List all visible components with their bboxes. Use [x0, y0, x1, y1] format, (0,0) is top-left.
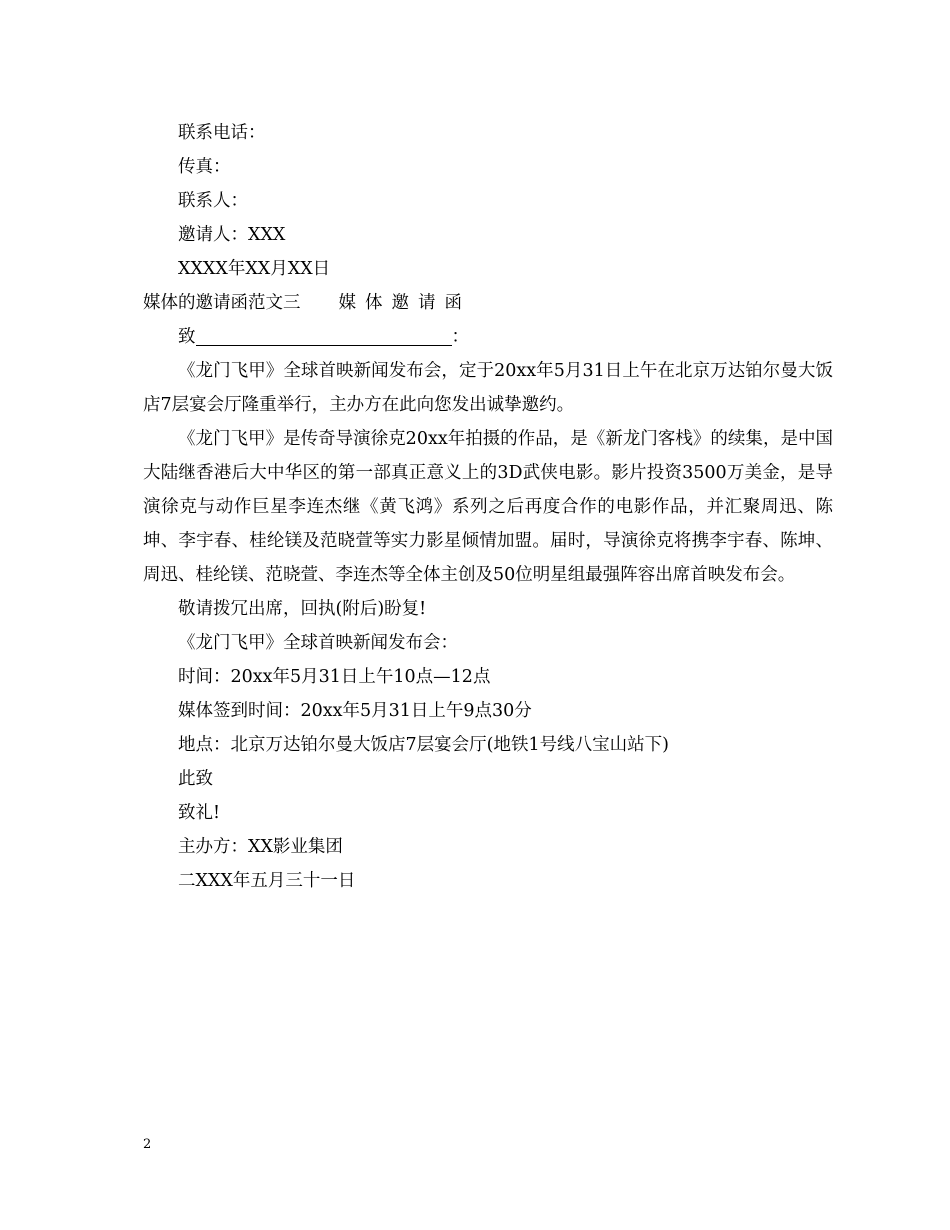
document-content [143, 116, 833, 898]
body-paragraph-1: 《龙门飞甲》全球首映新闻发布会，定于20xx年5月31日上午在北京万达铂尔曼大饭店7层宴会厅隆重举行，主办方在此向您发出诚挚邀约。 [143, 361, 833, 415]
page-number: 2 [143, 1137, 152, 1152]
recipient-prefix: 致 [178, 327, 196, 347]
event-name: 《龙门飞甲》全球首映新闻发布会： [178, 633, 458, 653]
section-heading: 媒体的邀请函范文三 [143, 293, 301, 313]
closing-line-2: 致礼! [178, 803, 221, 823]
contact-person-label: 联系人： [178, 191, 248, 211]
contact-phone-label: 联系电话： [178, 123, 266, 143]
invitation-title: 媒体邀请函 [338, 293, 471, 313]
recipient-line [143, 320, 833, 354]
date-line: XXXX年XX月XX日 [178, 259, 331, 279]
recipient-blank [196, 323, 452, 346]
section-heading-row [143, 286, 833, 320]
organizer-line: 主办方：XX影业集团 [178, 837, 343, 857]
media-checkin-time: 媒体签到时间：20xx年5月31日上午9点30分 [178, 701, 532, 721]
inviter-line: 邀请人：XXX [178, 225, 286, 245]
contact-fax-label: 传真： [178, 157, 231, 177]
recipient-suffix: ： [451, 327, 469, 347]
body-paragraph-2: 《龙门飞甲》是传奇导演徐克20xx年拍摄的作品，是《新龙门客栈》的续集，是中国大陆继香港后大中华区的第一部真正意义上的3D武侠电影。影片投资3500万美金，是导演徐克与动作巨星李连杰继《黄飞鸿》系列之后再度合作的电影作品，并汇聚周迅、陈坤、李宇春、桂纶镁及范晓萱等实力影星倾情加盟。届时，导演徐克将携李宇春、陈坤、周迅、桂纶镁、范晓萱、李连杰等全体主创及50位明星组最强阵容出席首映发布会。 [143, 429, 833, 585]
event-location: 地点：北京万达铂尔曼大饭店7层宴会厅(地铁1号线八宝山站下) [178, 735, 669, 755]
event-time: 时间：20xx年5月31日上午10点—12点 [178, 667, 491, 687]
closing-line-1: 此致 [178, 769, 213, 789]
attendance-request: 敬请拨冗出席，回执(附后)盼复! [178, 599, 427, 619]
closing-date: 二XXX年五月三十一日 [178, 871, 356, 891]
